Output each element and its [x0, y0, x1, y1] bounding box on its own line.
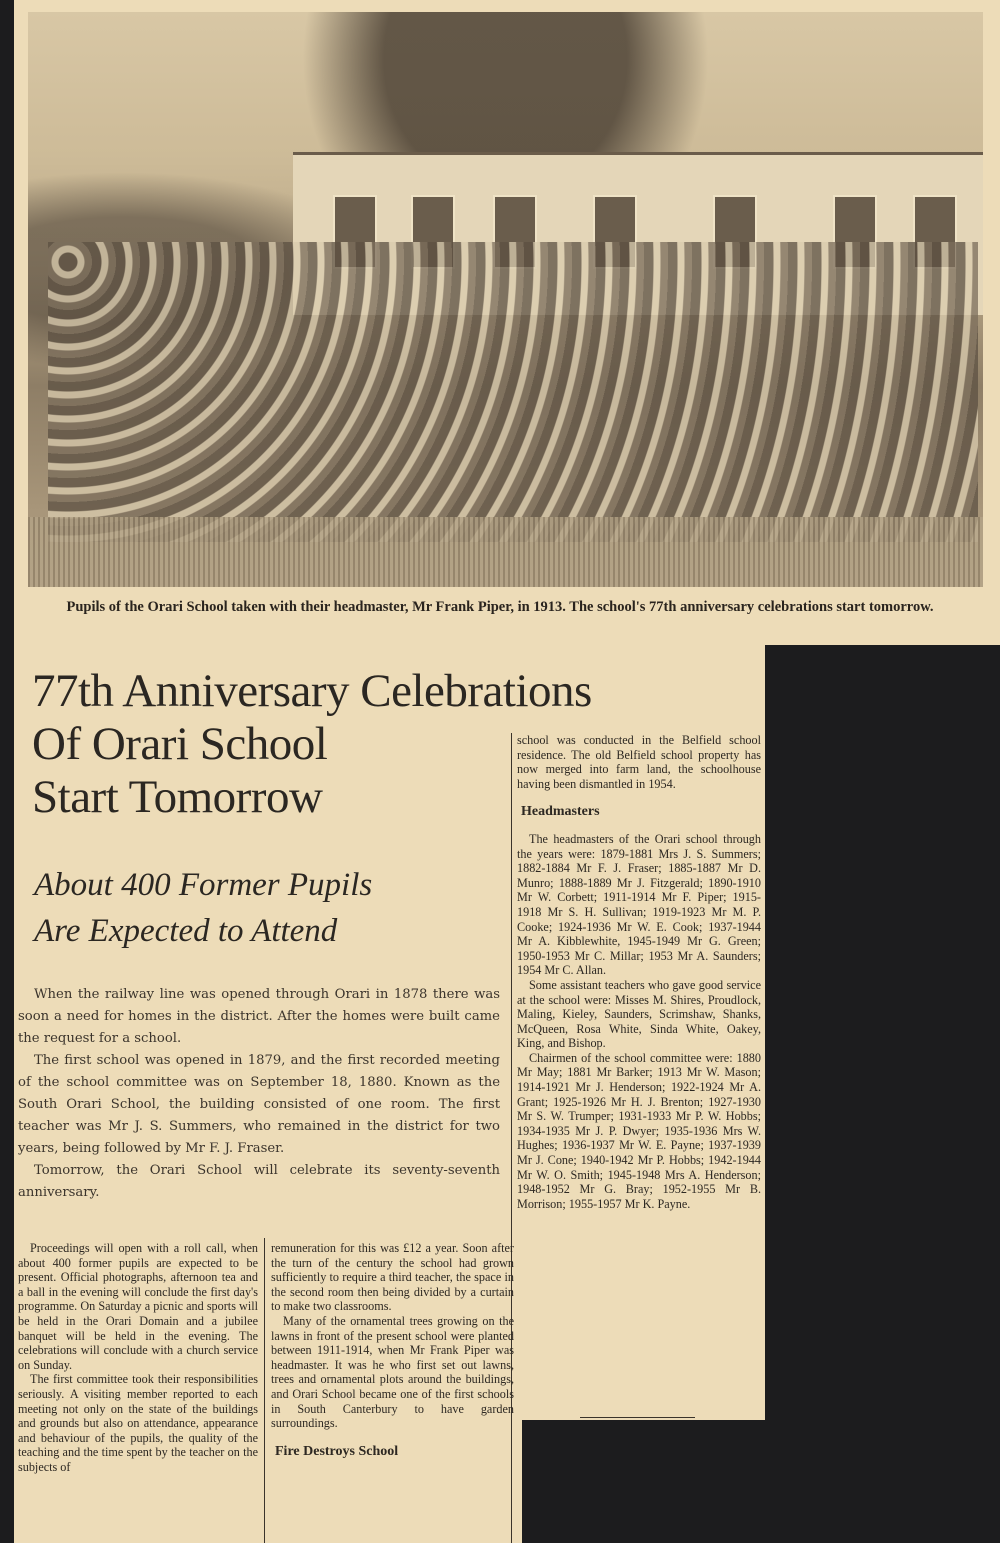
paragraph: Some assistant teachers who gave good service at the school were: Misses M. Shires, Proudlock, Maling, Kieley, Saunders, Scrimshaw, Shanks, McQueen, Rosa White, Sinda White, Oakey, King, and Bishop. [517, 977, 761, 1051]
end-rule [580, 1417, 695, 1418]
school-photo [28, 12, 983, 587]
headline-line-1: 77th Anniversary Celebrations [32, 665, 592, 717]
paragraph: Many of the ornamental trees growing on the lawns in front of the present school were planted between 1911-1914, when Mr Frank Piper was headmaster. It was he who first set out lawns, trees and ornamental plots around the buildings, and Orari School became one of the first schools in South Canterbury to have garden surroundings. [271, 1313, 514, 1431]
section-heading: Headmasters [521, 804, 600, 820]
background-bottom [522, 1425, 1000, 1543]
background-edge [0, 0, 14, 1543]
paragraph: The first committee took their responsibilities seriously. A visiting member reported to each meeting not only on the state of the buildings and grounds but also on attendance, appearance and behaviour of the pupils, the quality of the teaching and the time spent by the teacher on the subjects of [18, 1372, 258, 1474]
subheadline-line-2: Are Expected to Attend [34, 913, 338, 949]
section-heading: Fire Destroys School [275, 1443, 399, 1459]
column-1 [18, 1241, 258, 1475]
column-divider [264, 1238, 265, 1543]
lead-paragraph: The first school was opened in 1879, and the first recorded meeting of the school committee was on September 18, 1880. Known as the South Orari School, the building consisted of one room. The first teacher was Mr J. S. Summers, who remained in the district for two years, being followed by Mr F. J. Fraser. [18, 1053, 500, 1156]
column-2 [271, 1241, 514, 1471]
lead-text [18, 984, 500, 1204]
photo-caption: Pupils of the Orari School taken with their headmaster, Mr Frank Piper, in 1913. The school's 77th anniversary celebrations start tomorrow. [66, 599, 934, 615]
paragraph: Proceedings will open with a roll call, when about 400 former pupils are expected to be present. Official photographs, afternoon tea and a ball in the evening will conclude the first day's programme. On Saturday a picnic and sports will be held in the Orari Domain and a jubilee banquet will be held in the evening. The celebrations will conclude with a church service on Sunday. [18, 1241, 258, 1372]
column-3 [517, 733, 761, 1211]
subheadline [34, 862, 504, 954]
paragraph: The headmasters of the Orari school through the years were: 1879-1881 Mrs J. S. Summers; 1882-1884 Mr F. J. Fraser; 1885-1887 Mr D. Munro; 1888-1889 Mr J. Fitzgerald; 1890-1910 Mr W. Corbett; 1911-1914 Mr F. Piper; 1915-1918 Mr S. H. Sullivan; 1919-1923 Mr M. P. Cooke; 1924-1936 Mr W. E. Cook; 1937-1944 Mr A. Kibblewhite, 1945-1949 Mr G. Green; 1950-1953 Mr C. Millar; 1953 Mr A. Saunders; 1954 Mr C. Allan. [517, 831, 761, 978]
background-right [765, 645, 1000, 1543]
paragraph: school was conducted in the Belfield school residence. The old Belfield school property has now merged into farm land, the schoolhouse having been dismantled in 1954. [517, 733, 761, 791]
lead-paragraph: Tomorrow, the Orari School will celebrate its seventy-seventh anniversary. [18, 1163, 500, 1200]
paragraph: Chairmen of the school committee were: 1880 Mr May; 1881 Mr Barker; 1913 Mr W. Mason; 1914-1921 Mr J. Henderson; 1922-1924 Mr A. Grant; 1925-1926 Mr H. J. Brenton; 1927-1930 Mr S. W. Trumper; 1931-1933 Mr P. W. Hobbs; 1934-1935 Mr J. P. Dwyer; 1935-1936 Mrs W. Hughes; 1936-1937 Mr W. E. Payne; 1937-1939 Mr J. Cone; 1940-1942 Mr P. Hobbs; 1942-1944 Mr W. O. Smith; 1945-1948 Mrs A. Henderson; 1948-1952 Mr G. Bray; 1952-1955 Mr B. Morrison; 1955-1957 Mr K. Payne. [517, 1050, 761, 1211]
pupils-group [48, 242, 978, 542]
headline-line-3: Start Tomorrow [32, 771, 323, 823]
grass [28, 517, 983, 587]
paragraph: remuneration for this was £12 a year. Soon after the turn of the century the school had grown sufficiently to require a third teacher, the space in the second room then being divided by a curtain to make two classrooms. [271, 1241, 514, 1314]
headline-line-2: Of Orari School [32, 718, 328, 770]
lead-paragraph: When the railway line was opened through Orari in 1878 there was soon a need for homes in the district. After the homes were built came the request for a school. [18, 987, 500, 1046]
subheadline-line-1: About 400 Former Pupils [34, 867, 373, 903]
